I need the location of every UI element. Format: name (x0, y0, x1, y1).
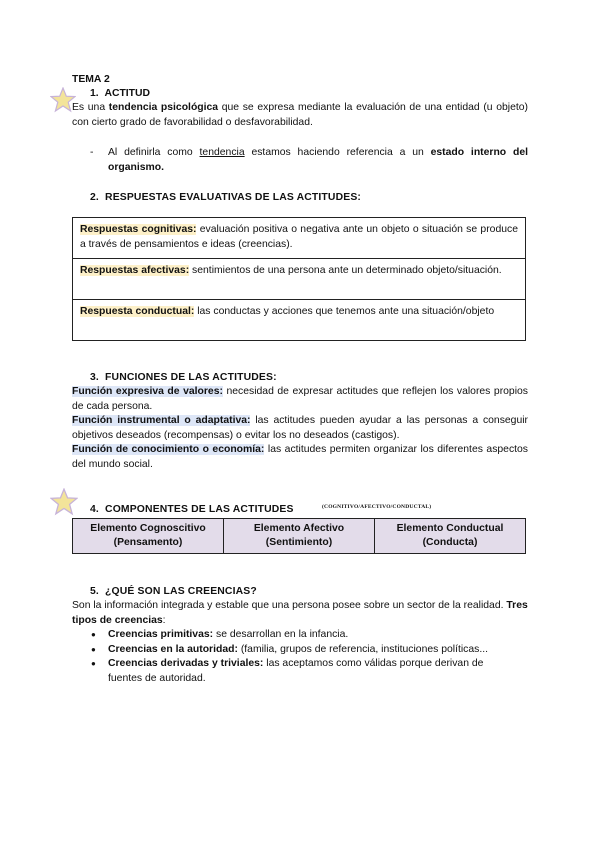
components-table (72, 518, 526, 554)
function-text: las actitudes permiten organizar los diferentes aspectos del mundo social. (72, 444, 529, 470)
response-label: Respuestas afectivas: (80, 265, 190, 276)
functions-list (72, 385, 528, 473)
component-subtitle: (Pensamento) (113, 537, 183, 548)
component-cognitive (73, 519, 224, 554)
response-text: las conductas y acciones que tenemos ante una situación/objeto (194, 306, 495, 317)
section-1-paragraph (72, 101, 528, 130)
star-icon (50, 488, 78, 516)
bold-term: Tres tipos de creencias (72, 600, 528, 626)
component-subtitle: (Conducta) (422, 537, 478, 548)
table-row (73, 259, 526, 300)
response-label: Respuestas cognitivas: (80, 224, 197, 235)
function-item (72, 443, 528, 472)
table-row (73, 300, 526, 341)
function-item (72, 385, 528, 414)
text: : (162, 614, 166, 626)
function-item (72, 414, 528, 443)
section-4-heading: 4. COMPONENTES DE LAS ACTITUDES (90, 504, 294, 515)
text: Al definirla como (108, 147, 200, 158)
beliefs-list (72, 628, 528, 686)
response-text: evaluación positiva o negativa ante un objeto o situación se produce a través de pensamientos e ideas (creencias). (80, 224, 518, 250)
list-item (72, 643, 528, 658)
list-item (72, 628, 528, 643)
text: Es una (72, 102, 109, 113)
component-title: Elemento Afectivo (253, 523, 345, 534)
bold-term: tendencia psicológica (108, 102, 219, 113)
belief-label: Creencias primitivas: (108, 629, 214, 640)
text: Son la información integrada y estable que una persona posee sobre un sector de la realidad. (72, 600, 507, 611)
component-subtitle: (Sentimiento) (265, 537, 333, 548)
function-text: necesidad de expresar actitudes que reflejen los valores propios de cada persona. (72, 386, 528, 412)
section-5-intro (72, 599, 528, 628)
table-row (73, 519, 526, 554)
function-label: Función expresiva de valores: (72, 386, 223, 397)
table-cell (73, 300, 526, 341)
components-note: (COGNITIVO/AFECTIVO/CONDUCTAL) (322, 504, 432, 510)
dash-bullet: - (90, 147, 94, 158)
function-label: Función de conocimiento o economía: (72, 444, 265, 456)
document-title: TEMA 2 (72, 74, 110, 85)
function-text: las actitudes pueden ayudar a las personas a conseguir objetivos deseados (recompensas) o evitar los no deseados (castigos). (72, 415, 528, 441)
component-affective (224, 519, 375, 554)
section-2-heading: 2. RESPUESTAS EVALUATIVAS DE LAS ACTITUDES: (90, 192, 362, 203)
text: que se expresa mediante la evaluación de una entidad (u objeto) con cierto grado de favorabilidad o desfavorabilidad. (72, 102, 528, 128)
responses-table (72, 217, 526, 341)
component-behavioral (375, 519, 526, 554)
underlined-term: tendencia (199, 147, 245, 158)
component-title: Elemento Conductual (396, 523, 504, 534)
bold-term: estado interno del organismo. (108, 147, 528, 173)
belief-text: se desarrollan en la infancia. (213, 629, 349, 640)
table-cell (73, 259, 526, 300)
belief-label: Creencias derivadas y triviales: (108, 658, 264, 670)
belief-label: Creencias en la autoridad: (108, 643, 238, 655)
list-item (72, 657, 528, 686)
function-label: Función instrumental o adaptativa: (72, 415, 251, 427)
belief-text: las aceptamos como válidas porque derivan de fuentes de autoridad. (108, 658, 484, 684)
section-5-heading: 5. ¿QUÉ SON LAS CREENCIAS? (90, 586, 257, 597)
section-1-heading: 1. ACTITUD (90, 88, 151, 99)
text: estamos haciendo referencia a un (244, 147, 431, 158)
table-cell (73, 218, 526, 259)
section-1-dash-item (108, 146, 528, 175)
table-row (73, 218, 526, 259)
response-text: sentimientos de una persona ante un determinado objeto/situación. (189, 265, 502, 276)
response-label: Respuesta conductual: (80, 306, 195, 317)
component-title: Elemento Cognoscitivo (90, 523, 206, 534)
section-3-heading: 3. FUNCIONES DE LAS ACTITUDES: (90, 372, 277, 383)
belief-text: (familia, grupos de referencia, instituciones políticas... (237, 643, 489, 655)
